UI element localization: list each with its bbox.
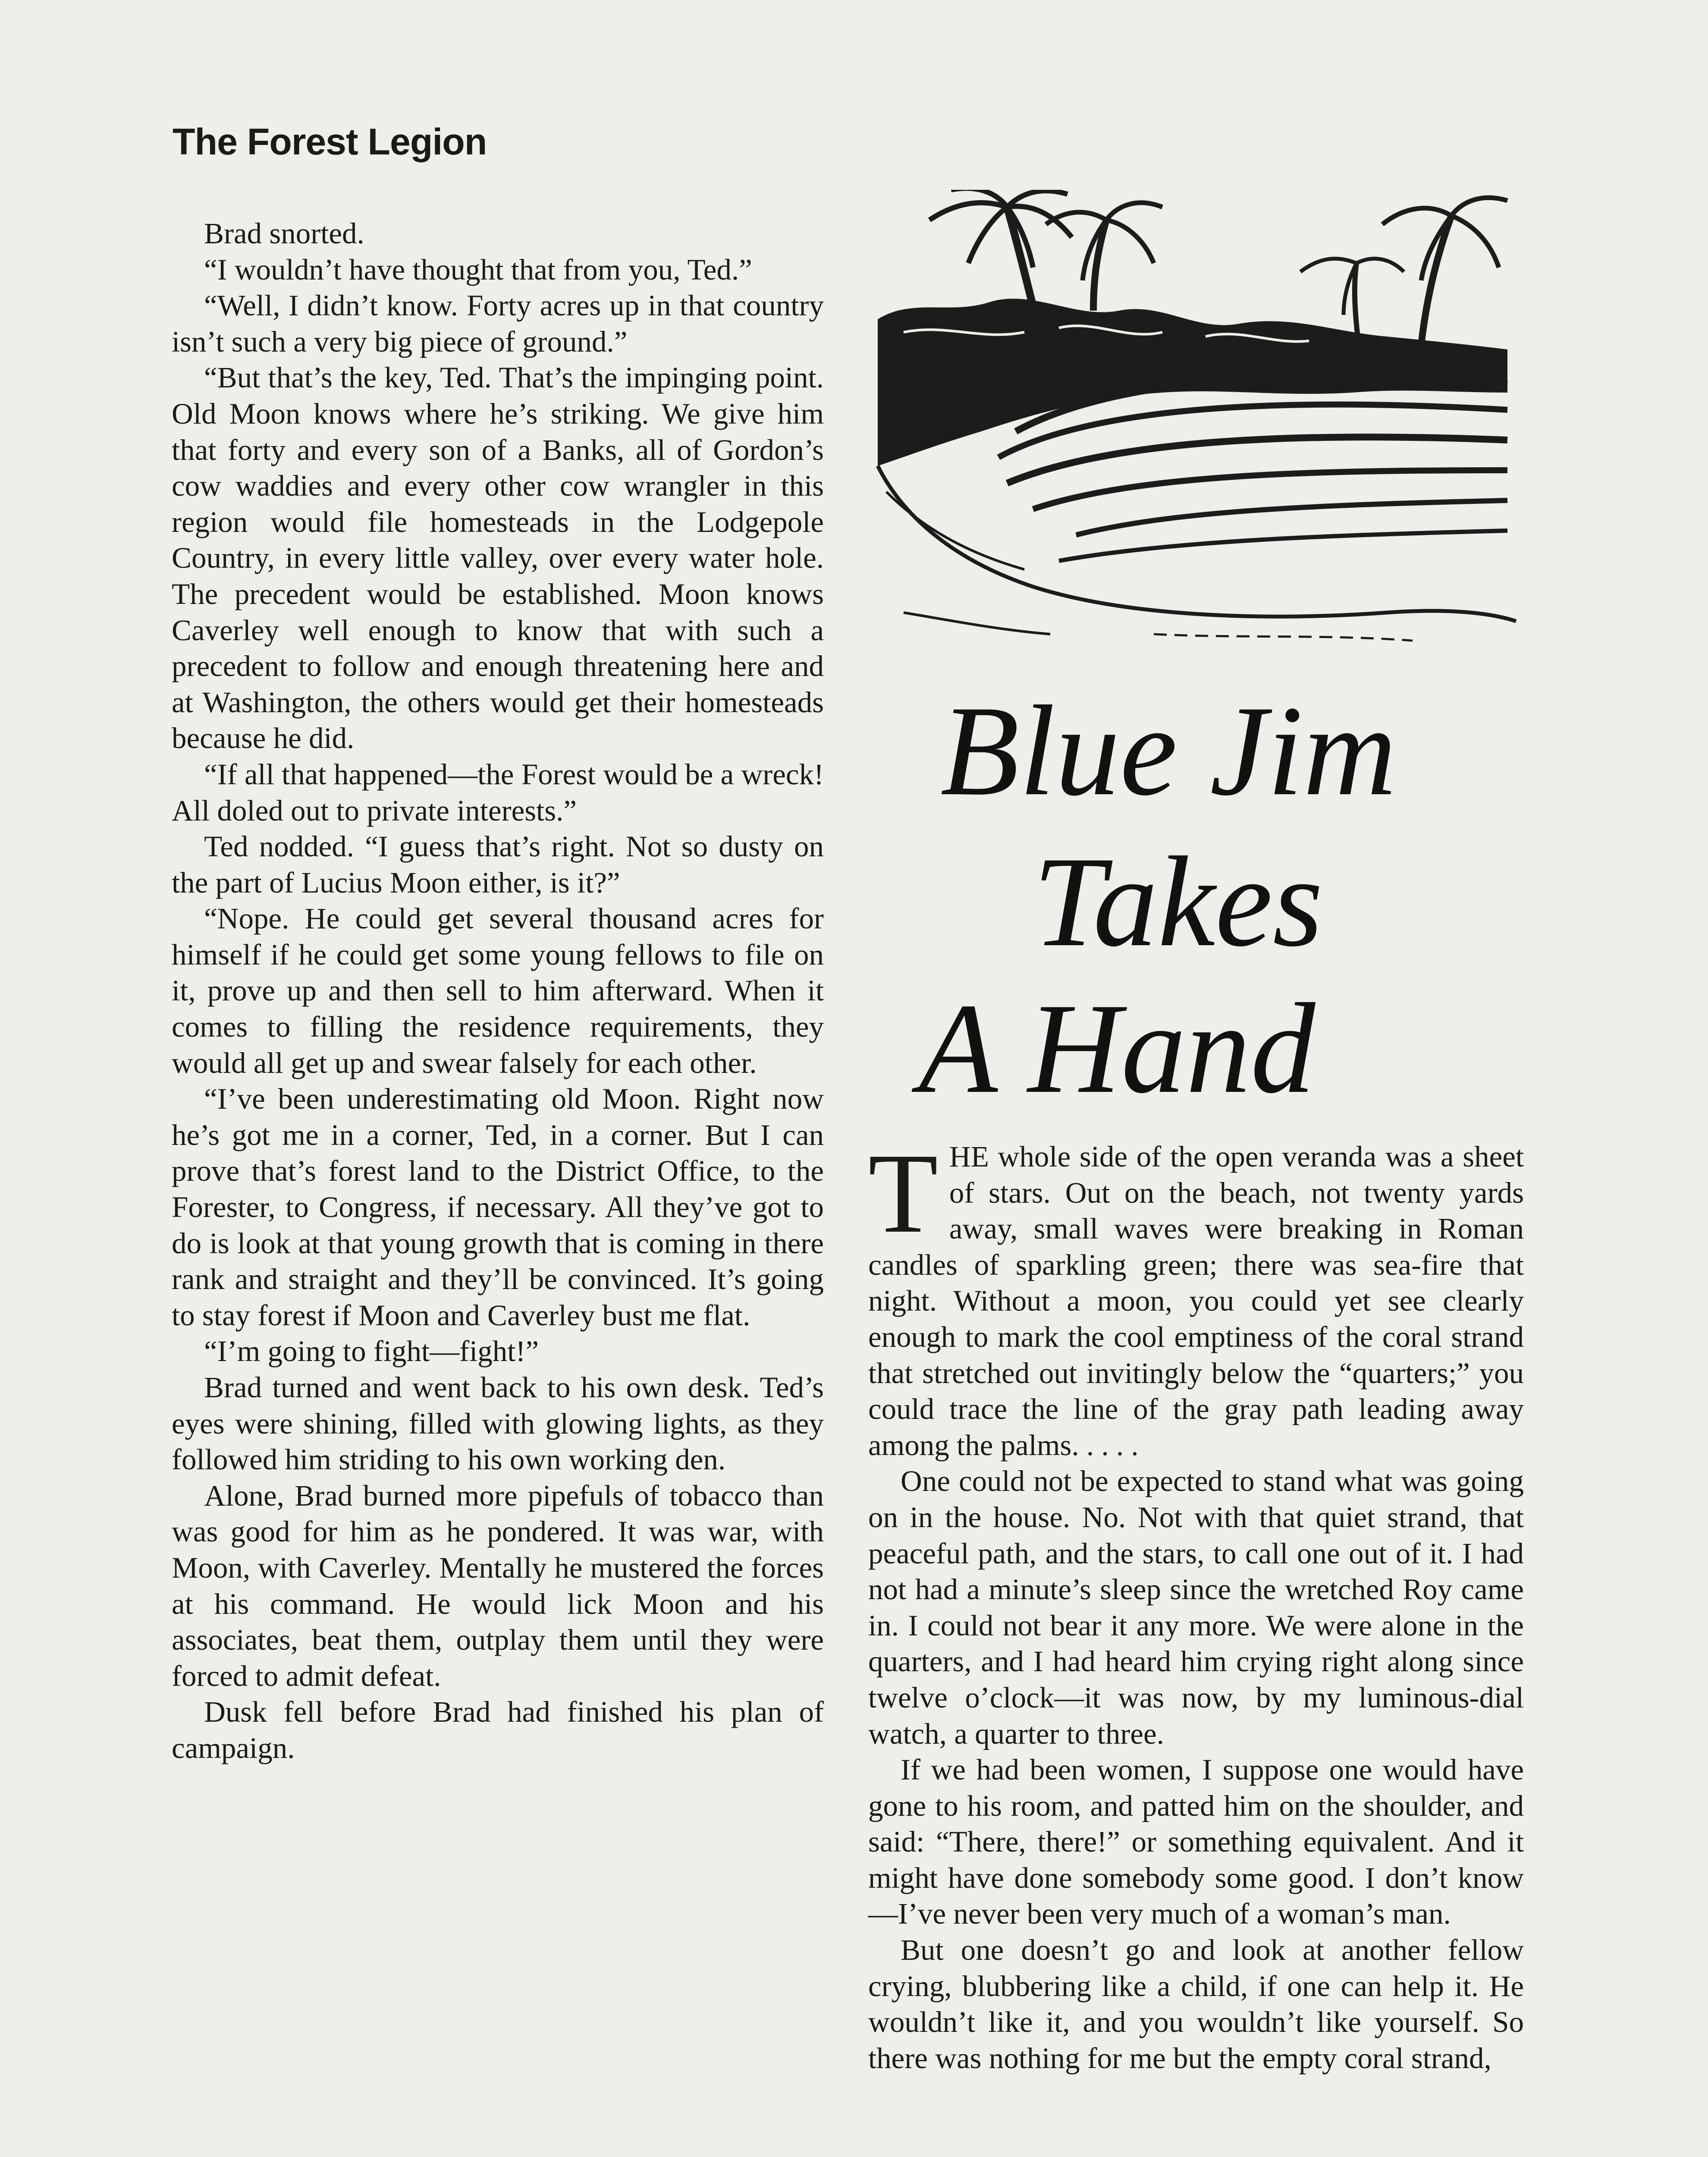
paragraph: One could not be expected to stand what was going on in the house. No. Not with that quiet strand, that peaceful path, and the stars, to call one out of it. I had not had a minute’s sleep since the wretched Roy came in. I could not bear it any more. We were alone in the quarters, and I had heard him crying right along since twelve o’clock—it was now, by my luminous-dial watch, a quarter to three. [868,1465,1524,1750]
running-head: The Forest Legion [173,121,487,163]
paragraph: “I’ve been underestimating old Moon. Right now he’s got me in a corner, Ted, in a corner. But I can prove that’s forest land to the District Office, to the Forester, to Congress, if necessary. All they’ve got to do is look at that young growth that is coming in there rank and straight and they’ll be convinced. It’s going to stay forest if Moon and Caverley bust me flat. [172,1082,824,1332]
story-title-line-2: Takes [1033,830,1323,973]
paragraph: Dusk fell before Brad had finished his plan of campaign. [172,1695,824,1764]
paragraph: “Well, I didn’t know. Forty acres up in that country isn’t such a very big piece of ground.” [172,289,824,358]
right-column-text [868,1130,1524,2076]
opening-paragraph-text: HE whole side of the open veranda was a sheet of stars. Out on the beach, not twenty yards away, small waves were breaking in Roman candles of sparkling green; there was sea-fire that night. Without a moon, you could yet see clearly enough to mark the cool emptiness of the coral strand that stretched out invitingly below the “quarters;” you could trace the line of the gray path leading away among the palms. . . . . [868,1140,1524,1462]
paragraph: Brad snorted. [204,217,364,250]
palm-beach-illustration [852,190,1525,656]
story-title-line-1: Blue Jim [940,679,1397,822]
paragraph: But one doesn’t go and look at another fellow crying, blubbering like a child, if one can help it. He wouldn’t like it, and you wouldn’t like yourself. So there was nothing for me but the empty coral strand, [868,1934,1524,2075]
paragraph: “But that’s the key, Ted. That’s the impinging point. Old Moon knows where he’s striking. We give him that forty and every son of a Banks, all of Gordon’s cow waddies and every other cow wrangler in this region would file homesteads in the Lodgepole Country, in every little valley, over every water hole. The precedent would be established. Moon knows Caverley well enough to know that with such a precedent to follow and enough threatening here and at Washington, the others would get their homesteads because he did. [172,361,824,755]
opening-paragraph [868,1130,1524,1463]
left-column-text [172,216,824,1767]
paragraph: Brad turned and went back to his own desk. Ted’s eyes were shining, filled with glowing lights, as they followed him striding to his own working den. [172,1371,824,1476]
paragraph: “Nope. He could get several thousand acres for himself if he could get some young fellows to file on it, prove up and then sell to him afterward. When it comes to filling the residence requirements, they would all get up and swear falsely for each other. [172,902,824,1079]
drop-cap: T [868,1130,938,1257]
paragraph: “I wouldn’t have thought that from you, Ted.” [204,253,752,286]
paragraph: Ted nodded. “I guess that’s right. Not so dusty on the part of Lucius Moon either, is it?” [172,830,824,899]
paragraph: “If all that happened—the Forest would be a wreck! All doled out to private interests.” [172,758,824,827]
story-title-line-3: A Hand [919,977,1316,1120]
paragraph: If we had been women, I suppose one would have gone to his room, and patted him on the shoulder, and said: “There, there!” or something equivalent. And it might have done somebody some good. I don’t know—I’ve never been very much of a woman’s man. [868,1753,1524,1931]
paragraph: Alone, Brad burned more pipefuls of tobacco than was good for him as he pondered. It was war, with Moon, with Caverley. Mentally he mustered the forces at his command. He would lick Moon and his associates, beat them, outplay them until they were forced to admit defeat. [172,1479,824,1692]
paragraph: “I’m going to fight—fight!” [204,1335,539,1368]
